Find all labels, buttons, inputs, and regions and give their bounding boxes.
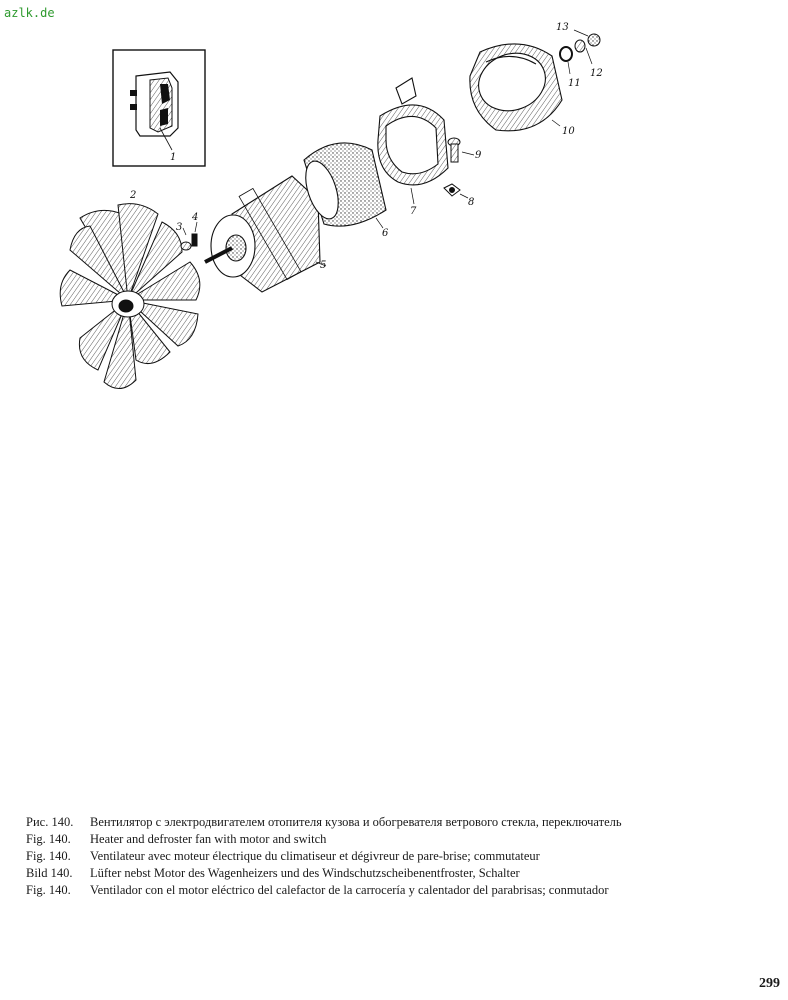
caption-german — [26, 866, 631, 881]
caption-text: Lüfter nebst Motor des Wagenheizers und des Windschutzscheibenentfroster, Schalter — [90, 866, 520, 880]
callout-5: 5 — [320, 260, 327, 271]
switch-inset — [113, 50, 205, 166]
callout-9: 9 — [475, 150, 482, 161]
callout-4: 4 — [192, 212, 199, 223]
callout-3: 3 — [176, 222, 183, 233]
caption-spanish — [26, 883, 631, 898]
caption-russian — [26, 815, 631, 830]
callout-7: 7 — [410, 206, 417, 217]
callout-11: 11 — [568, 78, 581, 89]
callout-1: 1 — [170, 152, 177, 163]
mounting-clamp — [378, 78, 448, 204]
caption-english — [26, 832, 631, 847]
caption-label: Fig. 140. — [26, 832, 71, 846]
caption-text: Ventilador con el motor eléctrico del calefactor de la carrocería y calentador del parabrisas; conmutador — [90, 883, 609, 897]
caption-text: Ventilateur avec moteur électrique du climatiseur et dégivreur de pare-brise; commutateur — [90, 849, 540, 863]
page-number: 299 — [759, 976, 780, 991]
callout-13: 13 — [556, 22, 569, 33]
callout-2: 2 — [130, 190, 137, 201]
figure-captions — [26, 815, 631, 900]
callout-10: 10 — [562, 126, 575, 137]
caption-french — [26, 849, 631, 864]
caption-text: Вентилятор с электродвигателем отопителя кузова и обогревателя ветрового стекла, переключатель — [90, 815, 622, 829]
caption-label: Bild 140. — [26, 866, 73, 880]
caption-label: Fig. 140. — [26, 883, 71, 897]
nut-and-washer — [181, 222, 197, 250]
exploded-view-illustration — [0, 0, 788, 420]
caption-text: Heater and defroster fan with motor and switch — [90, 832, 327, 846]
caption-label: Рис. 140. — [26, 815, 74, 829]
callout-12: 12 — [590, 68, 603, 79]
caption-label: Fig. 140. — [26, 849, 71, 863]
callout-8: 8 — [468, 197, 475, 208]
site-watermark: azlk.de — [4, 6, 55, 20]
housing-cup — [470, 44, 562, 131]
callout-6: 6 — [382, 228, 389, 239]
